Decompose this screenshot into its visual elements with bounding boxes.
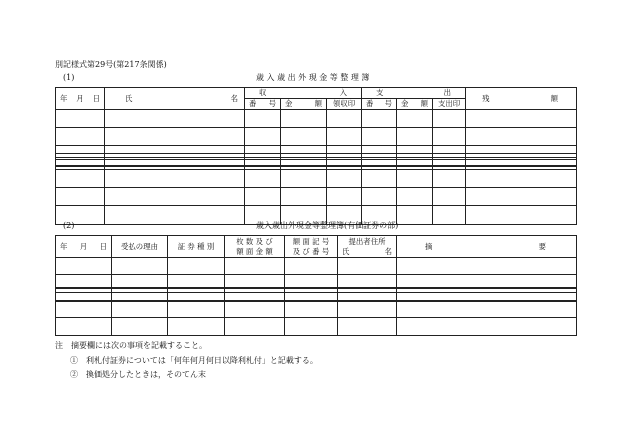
table-row: [56, 318, 577, 336]
note-intro: 注 摘要欄には次の事項を記載すること。: [55, 341, 207, 350]
section2-title: 歳入歳出外現金等整理簿(有価証券の部): [256, 221, 399, 230]
section2-number: (2): [63, 221, 75, 230]
date-header: 年 月 日: [56, 236, 112, 258]
table-row: [56, 188, 577, 206]
payment-number-header: 番 号: [362, 99, 397, 110]
balance-header: 残 額: [466, 88, 577, 110]
payment-seal-header: 支出印: [433, 99, 466, 110]
table-row: [56, 170, 577, 188]
note-item-1: ① 利札付証券については「何年何月何日以降利札付」と記載する。: [70, 356, 318, 365]
receipt-header: 収 入: [245, 88, 362, 99]
receipt-amount-header: 金 額: [281, 99, 327, 110]
reason-header: 受払の理由: [112, 236, 168, 258]
note-item-2: ② 換価処分したときは，そのてん末: [70, 370, 206, 379]
section1-number: (1): [63, 73, 75, 82]
table-row: [56, 275, 577, 288]
section1-title: 歳 入 歳 出 外 現 金 等 整 理 簿: [256, 73, 370, 82]
receipt-number-header: 番 号: [245, 99, 281, 110]
security-type-header: 証 券 種 別: [168, 236, 225, 258]
section-divider: [55, 165, 576, 167]
submitter-header: 提出者住所 氏 名: [338, 236, 397, 258]
table-row: [56, 258, 577, 275]
summary-header: 摘 要: [397, 236, 577, 258]
date-header: 年 月 日: [56, 88, 105, 110]
table-row: [56, 128, 577, 146]
payment-header: 支 出: [362, 88, 466, 99]
section-divider: [55, 300, 576, 302]
symbol-number-header: 額 面 記 号 及 び 番 号: [285, 236, 338, 258]
name-header: 氏 名: [105, 88, 245, 110]
section-divider: [55, 288, 576, 293]
table-row: [56, 110, 577, 128]
count-amount-header: 枚 数 及 び 額 面 金 額: [225, 236, 285, 258]
payment-amount-header: 金 額: [397, 99, 433, 110]
securities-ledger-table: [55, 235, 577, 336]
form-label: 別記様式第29号(第217条関係): [55, 60, 167, 69]
table-row: [56, 301, 577, 318]
section-divider: [55, 153, 576, 158]
receipt-seal-header: 領収印: [327, 99, 362, 110]
